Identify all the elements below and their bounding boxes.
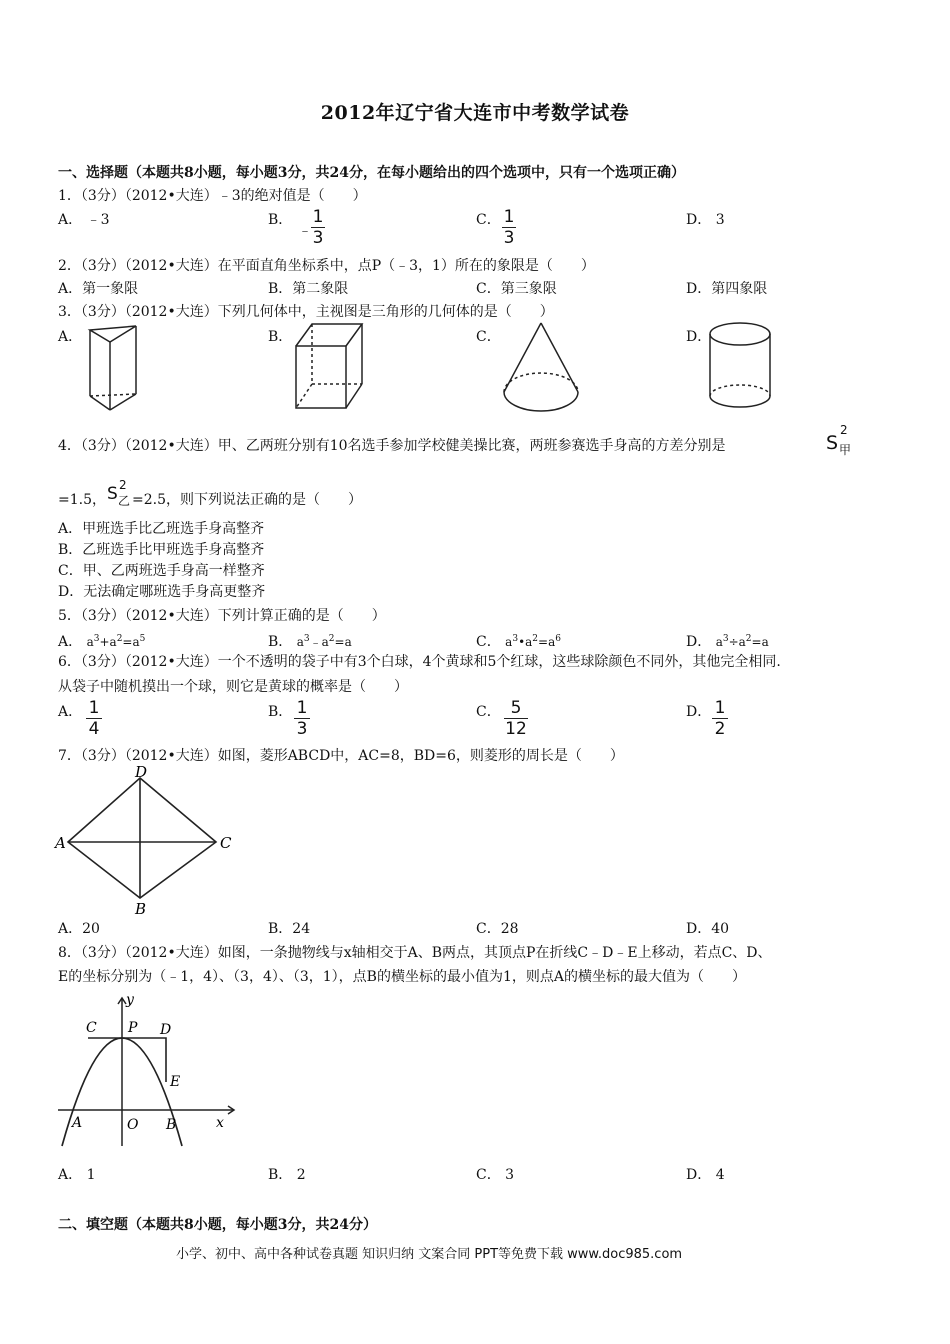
q3-option-d-label[interactable]: D． (686, 329, 712, 345)
footer-text: 小学、初中、高中各种试卷真题 知识归纳 文案合同 PPT等免费下载 (176, 1247, 564, 1262)
option-label: B． (268, 1167, 293, 1183)
option-value: 3 (715, 212, 725, 228)
q1-option-c-fraction (502, 209, 516, 247)
q5-option-b[interactable] (268, 630, 352, 651)
q2-option-a[interactable]: A．第一象限 (58, 281, 139, 297)
q5-option-c[interactable] (476, 630, 561, 651)
option-label: D． (686, 634, 712, 650)
axis-label-x: x (216, 1115, 224, 1131)
q6-option-b-fraction (294, 700, 310, 738)
axis-label-y: y (126, 992, 134, 1008)
q1-option-d[interactable] (686, 211, 725, 229)
q7-option-c[interactable]: C．28 (476, 921, 519, 937)
point-label-c: C (86, 1020, 97, 1036)
s-symbol: S (826, 432, 839, 454)
q3-option-b-label[interactable]: B． (268, 329, 293, 345)
option-value: 4 (715, 1167, 725, 1183)
q1-option-a[interactable] (58, 211, 110, 229)
q6-option-c-fraction (504, 700, 528, 738)
variance-jia-symbol (826, 423, 852, 457)
q5-option-a[interactable] (58, 630, 145, 651)
subscript: 甲 (839, 443, 852, 457)
numerator: 1 (714, 698, 726, 718)
vertex-label-b: B (135, 900, 147, 918)
section-1-heading: 一、选择题（本题共8小题，每小题3分，共24分，在每小题给出的四个选项中，只有一个选项正确） (58, 165, 685, 181)
q8-option-b[interactable] (268, 1166, 306, 1184)
numerator: 1 (503, 207, 515, 227)
q8-option-c[interactable] (476, 1166, 514, 1184)
q4-option-a[interactable]: A．甲班选手比乙班选手身高整齐 (58, 521, 265, 537)
q6-option-d-fraction (712, 700, 728, 738)
question-1-stem: 1．（3分）（2012•大连）﹣3的绝对值是（ ） (58, 188, 367, 204)
question-4-stem-line2 (58, 478, 362, 509)
q4-option-d[interactable]: D．无法确定哪班选手身高更整齐 (58, 584, 266, 600)
option-value: ﹣3 (86, 212, 110, 228)
q6-option-b-label[interactable]: B． (268, 704, 293, 720)
option-label: A． (58, 634, 83, 650)
numerator: 5 (510, 698, 522, 718)
question-5-stem: 5．（3分）（2012•大连）下列计算正确的是（ ） (58, 608, 386, 624)
q6-option-a-label[interactable]: A． (58, 704, 83, 720)
parabola-figure (52, 990, 248, 1150)
option-value: 3 (505, 1167, 515, 1183)
vertex-label-a: A (55, 834, 66, 852)
cylinder-figure[interactable] (706, 320, 774, 416)
superscript: 2 (119, 478, 127, 492)
option-value: 1 (86, 1167, 96, 1183)
page-title: 2012年辽宁省大连市中考数学试卷 (320, 102, 630, 124)
cube-figure[interactable] (292, 318, 368, 414)
q6-option-a-fraction (86, 700, 102, 738)
superscript: 2 (840, 423, 848, 437)
option-label: C． (476, 1167, 501, 1183)
point-label-o: O (127, 1117, 139, 1133)
question-2-stem: 2．（3分）（2012•大连）在平面直角坐标系中，点P（﹣3，1）所在的象限是（ ） (58, 258, 595, 274)
q6-option-c-label[interactable]: C． (476, 704, 501, 720)
option-label: D． (686, 1167, 712, 1183)
question-6-stem: 6．（3分）（2012•大连）一个不透明的袋子中有3个白球，4个黄球和5个红球，这些球除颜色不同外，其他完全相同. (58, 654, 781, 670)
question-3-stem: 3．（3分）（2012•大连）下列几何体中，主视图是三角形的几何体的是（ ） (58, 304, 554, 320)
option-label: C． (476, 634, 501, 650)
q1-option-b-fraction (311, 209, 325, 247)
option-value: 2 (296, 1167, 306, 1183)
denominator: 3 (296, 719, 308, 739)
option-label: B． (268, 634, 293, 650)
q2-option-b[interactable]: B．第二象限 (268, 281, 349, 297)
numerator: 1 (312, 207, 324, 227)
numerator: 1 (88, 698, 100, 718)
vertex-label-c: C (220, 834, 232, 852)
s-symbol: S (107, 484, 118, 504)
point-label-p: P (128, 1020, 138, 1036)
cone-figure[interactable] (500, 318, 584, 420)
point-label-b: B (166, 1117, 177, 1133)
question-4-stem: 4．（3分）（2012•大连）甲、乙两班分别有10名选手参加学校健美操比赛，两班参赛选手身高的方差分别是 (58, 438, 726, 454)
q2-option-d[interactable]: D．第四象限 (686, 281, 768, 297)
vertex-label-d: D (135, 764, 148, 781)
denominator: 3 (312, 228, 324, 248)
rhombus-figure (52, 764, 244, 920)
q8-option-a[interactable] (58, 1166, 96, 1184)
question-7-stem: 7．（3分）（2012•大连）如图，菱形ABCD中，AC=8，BD=6，则菱形的周长是（ ） (58, 748, 624, 764)
denominator: 2 (714, 719, 726, 739)
option-expression: $a^3\div a^2=a$ (715, 634, 769, 649)
option-label: D． (686, 212, 712, 228)
question-8-stem-line2: E的坐标分别为（﹣1，4）、（3，4）、（3，1），点B的横坐标的最小值为1，则点A的横坐标的最大值为（ ） (58, 969, 746, 985)
q1-option-c-label[interactable]: C． (476, 212, 501, 228)
footer-site-link[interactable]: www.doc985.com (567, 1247, 683, 1262)
variance-yi-symbol (106, 478, 132, 508)
q1-option-b-label[interactable]: B． (268, 212, 293, 228)
q1-option-b-sign: ﹣ (298, 223, 312, 239)
q6-option-d-label[interactable]: D． (686, 704, 712, 720)
q4-option-b[interactable]: B．乙班选手比甲班选手身高整齐 (58, 542, 265, 558)
q5-option-d[interactable] (686, 630, 769, 651)
q7-option-b[interactable]: B．24 (268, 921, 311, 937)
option-expression: $a^3+a^2=a^5$ (86, 634, 146, 649)
polyline-cde (88, 1038, 166, 1082)
q3-option-a-label[interactable]: A． (58, 329, 83, 345)
numerator: 1 (296, 698, 308, 718)
footer (176, 1243, 682, 1262)
jia-value: =1.5， (58, 492, 106, 508)
denominator: 12 (505, 719, 527, 739)
subscript: 乙 (118, 494, 131, 508)
question-8-stem: 8．（3分）（2012•大连）如图，一条抛物线与x轴相交于A、B两点，其顶点P在折线C﹣D﹣E上移动，若点C、D、 (58, 945, 772, 961)
yi-value: =2.5，则下列说法正确的是（ ） (132, 492, 362, 508)
point-label-a: A (72, 1115, 83, 1131)
section-2-heading: 二、填空题（本题共8小题，每小题3分，共24分） (58, 1217, 377, 1233)
denominator: 3 (503, 228, 515, 248)
triangular-prism-figure[interactable] (84, 320, 146, 414)
denominator: 4 (88, 719, 100, 739)
q2-option-c[interactable]: C．第三象限 (476, 281, 557, 297)
q7-option-d[interactable]: D．40 (686, 921, 730, 937)
question-6-stem-line2: 从袋子中随机摸出一个球，则它是黄球的概率是（ ） (58, 679, 408, 695)
option-label: A． (58, 1167, 83, 1183)
point-label-e: E (170, 1074, 181, 1090)
q3-option-c-label[interactable]: C． (476, 329, 501, 345)
q8-option-d[interactable] (686, 1166, 725, 1184)
q7-option-a[interactable]: A．20 (58, 921, 100, 937)
point-label-d: D (160, 1022, 172, 1038)
option-expression: $a^3﹣a^2=a$ (296, 634, 352, 649)
q4-option-c[interactable]: C．甲、乙两班选手身高一样整齐 (58, 563, 265, 579)
option-expression: $a^3•a^2=a^6$ (505, 634, 561, 649)
option-label: A． (58, 212, 83, 228)
